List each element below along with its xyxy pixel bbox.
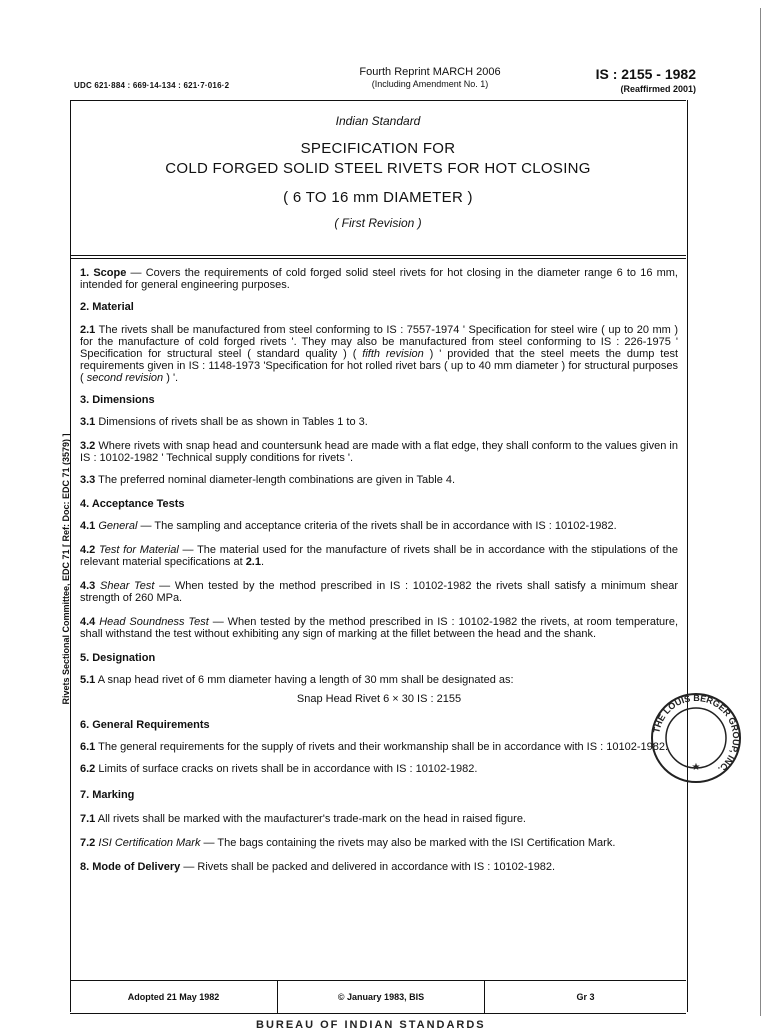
clause-text: Where rivets with snap head and countersunk head are made with a flat edge, they shall conform to the values given in IS : 10102-1982 ' Technical supply conditions for rivets '. [80, 440, 678, 464]
reprint-line: Fourth Reprint MARCH 2006 [359, 66, 501, 78]
general-req-heading: 6. General Requirements [80, 719, 210, 731]
clause-7-1 [80, 813, 678, 825]
clause-text: The rivets shall be manufactured from steel conforming to IS : 7557-1974 ' Specification for steel wire ( up to 20 mm ) for the manufacture of cold forged rivets '. They may also be manufactured from steel conforming to IS : 226-1975 ' Specification for structural steel ( standard quality ) ( [80, 324, 678, 360]
clause-3-2 [80, 440, 678, 464]
diameter-range: ( 6 TO 16 mm DIAMETER ) [283, 189, 473, 206]
clause-5-1 [80, 674, 678, 686]
revision-label: ( First Revision ) [334, 216, 422, 230]
clause-text: ) ' provided that the steel meets the dump test requirements given in IS : 1148-1973 'Specification for hot rolled rivet bars ( up to 40 mm diameter ) for structural purposes ( [80, 348, 678, 384]
clause-number: 3.3 [80, 474, 96, 486]
title-rule-upper [70, 255, 686, 256]
company-seal-icon [648, 690, 744, 786]
clause-number: 7.1 [80, 813, 96, 825]
section-delivery [80, 861, 678, 873]
clause-number: 7.2 [80, 837, 96, 849]
reaffirmed-note: (Reaffirmed 2001) [620, 84, 696, 94]
designation-example: Snap Head Rivet 6 × 30 IS : 2155 [296, 693, 462, 705]
clause-number: 4.3 [80, 580, 96, 592]
udc-code: UDC 621·884 : 669·14-134 : 621·7·016·2 [74, 81, 230, 90]
clause-number: 4.4 [80, 616, 96, 628]
dimensions-heading: 3. Dimensions [80, 394, 155, 406]
clause-text: All rivets shall be marked with the maufacturer's trade-mark on the head in raised figure. [95, 813, 526, 825]
clause-text: — The material used for the manufacture of rivets shall be in accordance with the stipulations of the relevant material specifications at [80, 544, 678, 568]
clause-number: 3.1 [80, 416, 96, 428]
publisher-cut-line: BUREAU OF INDIAN STANDARDS [256, 1019, 486, 1031]
adopted-date: Adopted 21 May 1982 [70, 981, 278, 1013]
title-rule-lower [70, 258, 686, 259]
clause-italic: Head Soundness Test [99, 616, 209, 628]
clause-number: 3.2 [80, 440, 96, 452]
delivery-heading: 8. Mode of Delivery [80, 861, 181, 873]
clause-number: 6.1 [80, 741, 96, 753]
clause-2-1 [80, 324, 678, 384]
clause-3-1 [80, 416, 678, 428]
seal-text: THE LOUIS BERGER GROUP, INC. [651, 692, 742, 775]
clause-number: 5.1 [80, 674, 96, 686]
reprint-info [330, 66, 530, 89]
clause-italic: fifth revision [362, 348, 424, 360]
amendment-line: (Including Amendment No. 1) [371, 79, 489, 89]
footer-bar [70, 980, 686, 1014]
material-heading: 2. Material [80, 301, 134, 313]
delivery-text: — Rivets shall be packed and delivered in accordance with IS : 10102-1982. [180, 861, 556, 873]
standard-number [560, 66, 696, 94]
indian-standard-label: Indian Standard [335, 114, 421, 128]
price-group: Gr 3 [576, 992, 595, 1002]
clause-text: — The bags containing the rivets may also be marked with the ISI Certification Mark. [200, 837, 616, 849]
scope-text: — Covers the requirements of cold forged solid steel rivets for hot closing in the diameter range 6 to 16 mm, intended for general engineering purposes. [80, 267, 678, 291]
clause-6-1 [80, 741, 678, 753]
clause-text: ) '. [163, 372, 179, 384]
svg-text:★: ★ [691, 762, 701, 773]
is-number: IS : 2155 - 1982 [595, 66, 696, 82]
acceptance-heading: 4. Acceptance Tests [80, 498, 185, 510]
clause-number: 6.2 [80, 763, 96, 775]
clause-4-2 [80, 544, 678, 568]
page-edge-line [760, 8, 761, 1016]
clause-text: — When tested by the method prescribed in IS : 10102-1982 the rivets shall satisfy a minimum shear strength of 260 MPa. [80, 580, 678, 604]
clause-text: Limits of surface cracks on rivets shall be in accordance with IS : 10102-1982. [95, 763, 478, 775]
clause-text: The general requirements for the supply of rivets and their workmanship shall be in accordance with IS : 10102-1982. [95, 741, 669, 753]
clause-text: Dimensions of rivets shall be as shown in Tables 1 to 3. [95, 416, 368, 428]
committee-reference: Rivets Sectional Committee, EDC 71 [ Ref: Doc: EDC 71 (3579) ] [61, 433, 71, 705]
clause-7-2 [80, 837, 678, 849]
clause-italic: Shear Test [100, 580, 155, 592]
document-title: COLD FORGED SOLID STEEL RIVETS FOR HOT CLOSING [165, 160, 591, 177]
clause-number: 2.1 [80, 324, 96, 336]
copyright-note: © January 1983, BIS [278, 981, 485, 1013]
spec-for-label: SPECIFICATION FOR [300, 140, 456, 157]
clause-text: — The sampling and acceptance criteria of the rivets shall be in accordance with IS : 10102-1982. [137, 520, 617, 532]
clause-reference: 2.1 [245, 556, 261, 568]
clause-italic: ISI Certification Mark [98, 837, 201, 849]
clause-text: A snap head rivet of 6 mm diameter having a length of 30 mm shall be designated as: [95, 674, 514, 686]
clause-text: . [260, 556, 265, 568]
clause-text: The preferred nominal diameter-length combinations are given in Table 4. [95, 474, 456, 486]
clause-text: — When tested by the method prescribed in IS : 10102-1982 the rivets, at room temperature, shall withstand the test without exhibiting any sign of marking at the fillet between the head and the shank. [80, 616, 678, 640]
clause-italic: Test for Material [99, 544, 179, 556]
clause-4-1 [80, 520, 678, 532]
clause-number: 4.2 [80, 544, 96, 556]
clause-4-3 [80, 580, 678, 604]
clause-3-3 [80, 474, 678, 486]
section-scope [80, 267, 678, 291]
clause-italic: General [98, 520, 138, 532]
document-body [80, 267, 678, 873]
clause-number: 4.1 [80, 520, 96, 532]
committee-sidenote [56, 410, 70, 730]
clause-4-4 [80, 616, 678, 640]
scope-heading: 1. Scope [80, 267, 127, 279]
title-block [70, 108, 686, 230]
designation-heading: 5. Designation [80, 652, 156, 664]
marking-heading: 7. Marking [80, 789, 135, 801]
clause-italic: second revision [86, 372, 164, 384]
clause-6-2 [80, 763, 678, 775]
